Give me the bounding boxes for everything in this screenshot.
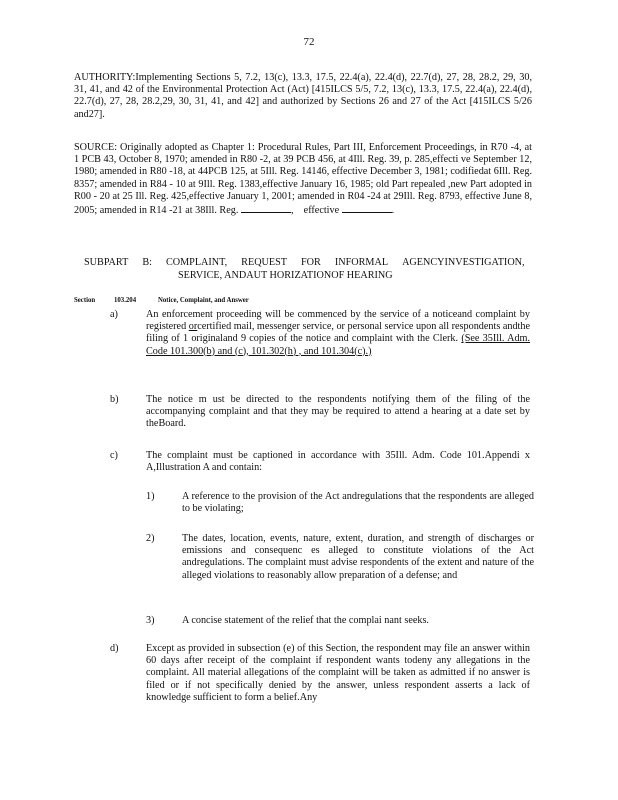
subsection-marker: c) xyxy=(110,450,118,461)
inserted-or: or xyxy=(188,321,198,333)
subpart-heading xyxy=(84,256,524,282)
subsection-marker: 1) xyxy=(146,491,155,502)
subsection-text: The dates, location, events, nature, extent, duration, and strength of discharges or emissions and consequenc es alleged to constitute violations of the Act andregulations. The complaint must advise respondents of the extent and nature of the alleged violations to reasonably allow preparation of a defense; and xyxy=(182,533,534,581)
subsection-marker: d) xyxy=(110,643,119,654)
section-title: Notice, Complaint, and Answer xyxy=(158,297,249,304)
subpart-word: REQUEST xyxy=(241,257,288,268)
subpart-word: INFORMAL xyxy=(334,257,389,268)
source-text: SOURCE: Originally adopted as Chapter 1: Procedural Rules, Part III, Enforcement Proceedings, in R70 -4, at 1 PCB 43, October 8, 1970; amended in R80 -2, at 39 PCB 456, at 4Ill. Reg. 39, p. 285,effecti ve September 12, 1980; amended in R80 -18, at 44PCB 125, at 5Ill. Reg. 14146, effective December 3, 1981; codifiedat 6Ill. Reg. 8357; amended in R84 - 10 at 9Ill. Reg. 1383,effective January 16, 1985; old Part repealed ,new Part adopted in R00 - 20 at 25 Ill. Reg. 425,effective January 1, 2001; amended in R04 -24 at 29Ill. Reg. 8793, effective June 8, 2005; amended in R14 -21 at 38Ill. Reg. xyxy=(74,142,532,217)
subsection-marker: 2) xyxy=(146,533,155,544)
effective-date-blank xyxy=(342,203,392,213)
subsection-marker: a) xyxy=(110,309,118,320)
section-heading xyxy=(74,297,249,304)
subpart-word: FOR xyxy=(301,257,321,268)
subsection-text: A reference to the provision of the Act andregulations that the respondents are alleged to be violating; xyxy=(182,491,534,515)
source-note xyxy=(74,142,532,217)
section-label: Section xyxy=(74,297,96,304)
subsection-a-text: An enforcement proceeding will be commenced by the service of a noticeand complaint by registered xyxy=(146,309,530,333)
subsection-text xyxy=(146,309,530,358)
section-number: 103.204 xyxy=(114,297,137,304)
subpart-letter: B: xyxy=(142,257,152,268)
source-effective-label: effective xyxy=(303,205,340,217)
source-comma: , xyxy=(290,205,294,217)
page-number: 72 xyxy=(303,36,315,48)
subsection-text: A concise statement of the relief that the complai nant seeks. xyxy=(182,615,429,626)
register-blank xyxy=(241,203,291,213)
authority-note: AUTHORITY:Implementing Sections 5, 7.2, 13(c), 13.3, 17.5, 22.4(a), 22.4(d), 22.7(d), 27, 28, 28.2, 29, 30, 31, 41, and 42 of the Environmental Protection Act (Act) [415ILCS 5/5, 7.2, 13(c), 13.3, 17.5, 22.4(a), 22.4(d), 22.7(d), 27, 28, 28.2,29, 30, 31, 41, and 42] and authorized by Sections 26 and 27 of the Act [415ILCS 5/26 and27]. xyxy=(74,72,532,120)
subpart-word: COMPLAINT, xyxy=(165,257,228,268)
subpart-title-line2: SERVICE, ANDAUT HORIZATIONOF HEARING xyxy=(178,270,393,281)
subsection-text: Except as provided in subsection (e) of this Section, the respondent may file an answer within 60 days after receipt of the complaint if respondent wants todeny any allegations in the complaint. All material allegations of the complaint will be taken as admitted if no answer is filed or if not specifically denied by the answer, unless respondent asserts a lack of knowledge sufficient to form a belief.Any xyxy=(146,643,530,703)
subpart-word: AGENCYINVESTIGATION, xyxy=(402,257,525,268)
subsection-text: The notice m ust be directed to the respondents notifying them of the filing of the accompanying complaint and that they may be required to attend a hearing at a date set by theBoard. xyxy=(146,394,530,430)
cross-reference: (See 35Ill. Adm. Code 101.300(b) and (c), 101.302(h) , and 101.304(c).) xyxy=(146,333,531,357)
subsection-marker: 3) xyxy=(146,615,155,626)
subpart-label: SUBPART xyxy=(84,257,129,268)
subsection-marker: b) xyxy=(110,394,119,405)
subsection-text: The complaint must be captioned in accordance with 35Ill. Adm. Code 101.Appendi x A,Illustration A and contain: xyxy=(146,450,530,474)
subsection-a-text-cont: certified mail, messenger service, or personal service upon all respondents andthe filing of 1 originaland 9 copies of the notice and complaint with the Clerk. xyxy=(146,321,531,345)
source-end: . xyxy=(391,205,395,217)
